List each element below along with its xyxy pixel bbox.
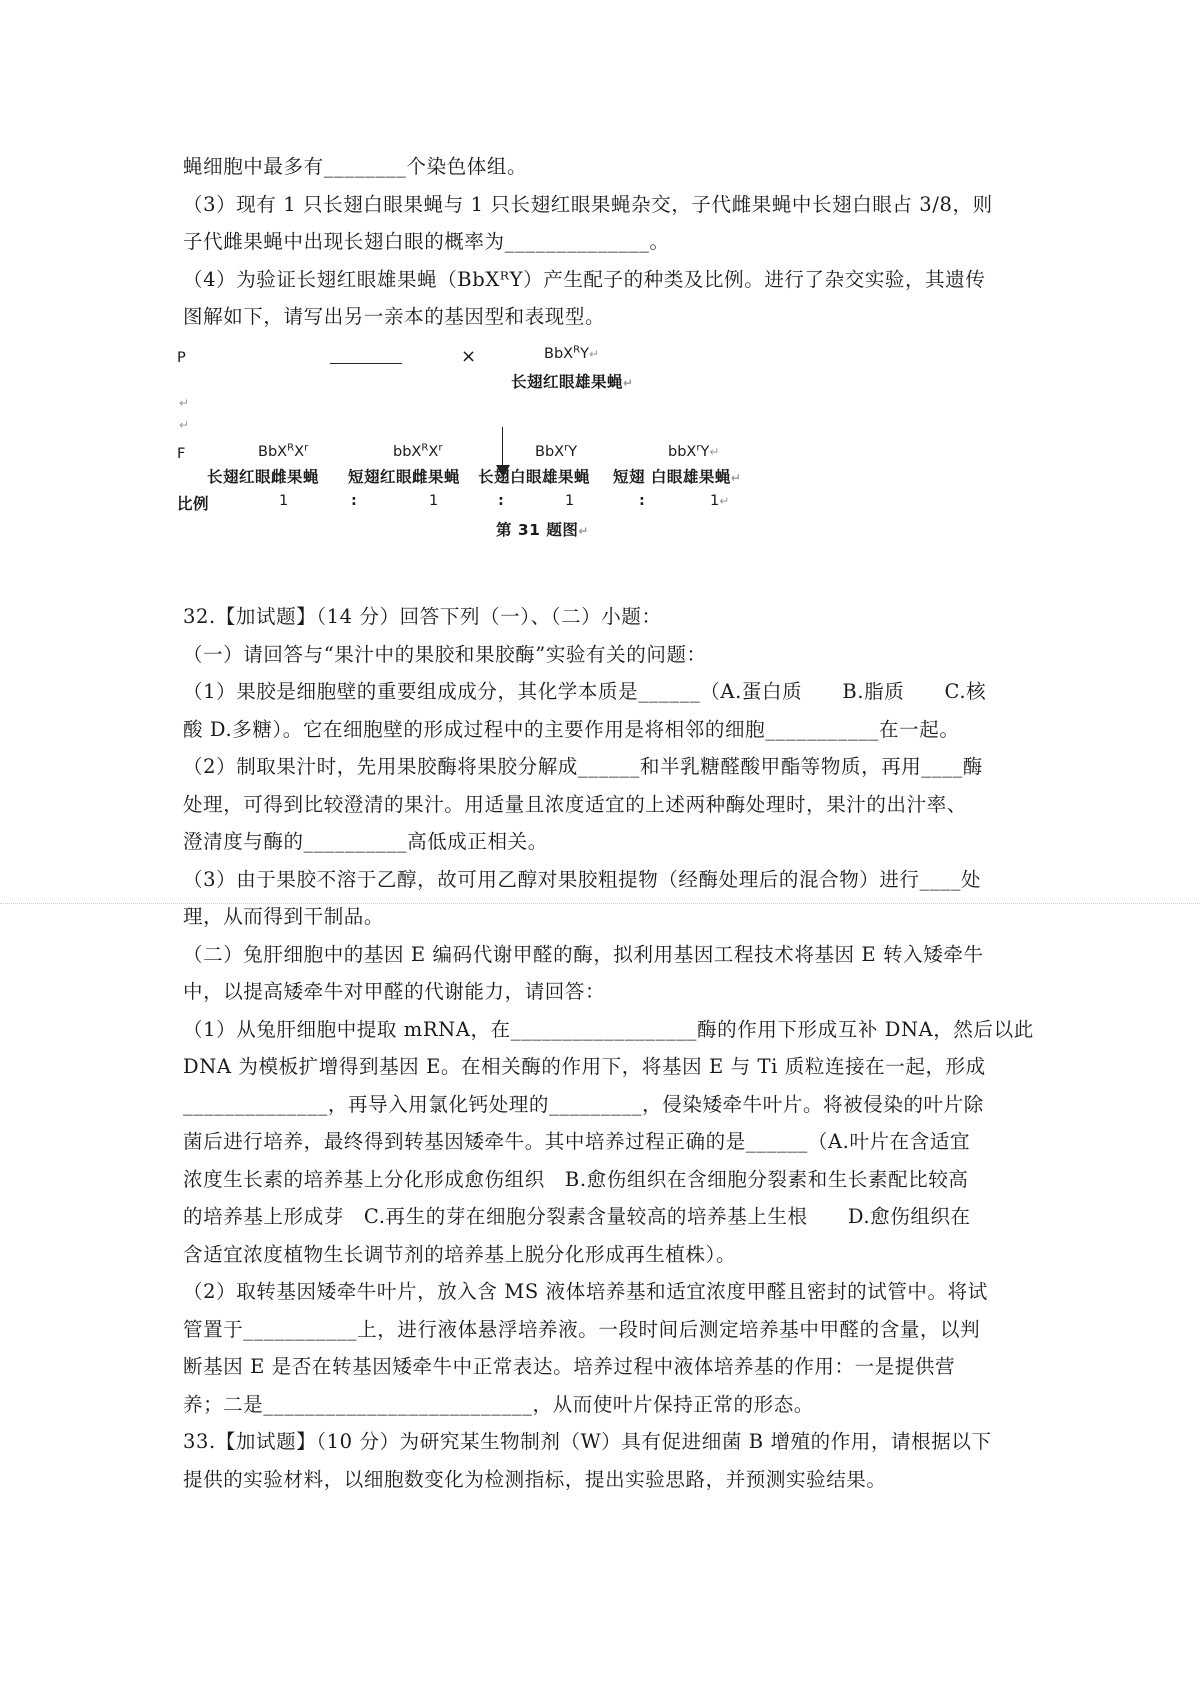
- cross-symbol: ×: [461, 346, 477, 367]
- text-line: 33.【加试题】（10 分）为研究某生物制剂（W）具有促进细菌 B 增殖的作用，请根据以下: [183, 1430, 992, 1453]
- text-line: （3）现有 1 只长翅白眼果蝇与 1 只长翅红眼果蝇杂交，子代雌果蝇中长翅白眼占 3/8，则: [183, 192, 993, 216]
- return-mark: ↵: [179, 418, 190, 432]
- text-line: 图解如下，请写出另一亲本的基因型和表现型。: [183, 305, 606, 328]
- arrow-head-icon: [496, 465, 510, 478]
- offspring-phenotype: 短翅红眼雌果蝇: [348, 468, 461, 486]
- f-label: F: [177, 446, 186, 462]
- text-line: ______________，再导入用氯化钙处理的_________，侵染矮牵牛叶片。将被侵染的叶片除: [183, 1092, 984, 1116]
- text-line: 养；二是__________________________，从而使叶片保持正常的形态。: [183, 1392, 814, 1416]
- offspring-phenotype: 长翅红眼雌果蝇: [207, 468, 320, 486]
- return-mark: ↵: [719, 494, 730, 508]
- paragraph-question-32-33: [183, 598, 1033, 1498]
- figure-caption: [496, 518, 589, 540]
- return-mark: ↵: [623, 376, 634, 390]
- ratio-value-text: 1: [710, 493, 720, 509]
- ratio-value: 1: [565, 493, 575, 509]
- p-label: P: [177, 350, 186, 366]
- offspring-phenotype: [613, 465, 741, 487]
- text-line: 断基因 E 是否在转基因矮牵牛中正常表达。培养过程中液体培养基的作用：一是提供营: [183, 1355, 956, 1378]
- text-line: （1）果胶是细胞壁的重要组成成分，其化学本质是______（A.蛋白质 B.脂质 C.核: [183, 680, 987, 703]
- female-parent-blank: [330, 363, 402, 364]
- text-line: 中，以提高矮牵牛对甲醛的代谢能力，请回答：: [183, 980, 606, 1003]
- text-line: 处理，可得到比较澄清的果汁。用适量且浓度适宜的上述两种酶处理时，果汁的出汁率、: [183, 792, 967, 816]
- ratio-value: 1: [429, 493, 439, 509]
- male-parent-phenotype: [511, 370, 634, 392]
- text-line: 理，从而得到干制品。: [183, 905, 385, 928]
- ratio-label: 比例: [177, 495, 210, 513]
- text-line: （2）制取果汁时，先用果胶酶将果胶分解成______和半乳糖醛酸甲酯等物质，再用____酶: [183, 755, 983, 778]
- text-line: 菌后进行培养，最终得到转基因矮牵牛。其中培养过程正确的是______（A.叶片在含适宜: [183, 1130, 971, 1153]
- text-line: 酸 D.多糖）。它在细胞壁的形成过程中的主要作用是将相邻的细胞___________在一起。: [183, 717, 960, 741]
- text-line: 浓度生长素的培养基上分化形成愈伤组织 B.愈伤组织在含细胞分裂素和生长素配比较高: [183, 1167, 969, 1191]
- genetic-cross-figure: [177, 344, 803, 590]
- text-line: 蝇细胞中最多有________个染色体组。: [183, 155, 528, 178]
- paragraph-question-4: [183, 261, 1033, 336]
- ratio-value: [710, 493, 729, 509]
- text-line: 子代雌果蝇中出现长翅白眼的概率为______________。: [183, 230, 670, 253]
- ratio-value: 1: [279, 493, 289, 509]
- offspring-genotype: bbX$^r$Y↵: [668, 442, 720, 460]
- return-mark: ↵: [179, 396, 190, 410]
- text-line: 澄清度与酶的__________高低成正相关。: [183, 830, 548, 853]
- return-mark: ↵: [589, 347, 600, 361]
- paragraph-0: [183, 148, 1033, 186]
- male-parent-genotype: BbX$^R$Y↵: [544, 344, 600, 362]
- figure-caption-text: 第 31 题图: [496, 521, 579, 539]
- paragraph-question-3: [183, 186, 1033, 261]
- return-mark: ↵: [709, 445, 720, 459]
- text-line: （二）兔肝细胞中的基因 E 编码代谢甲醛的酶，拟利用基因工程技术将基因 E 转入矮牵牛: [183, 942, 984, 966]
- text-line: 含适宜浓度植物生长调节剂的培养基上脱分化形成再生植株）。: [183, 1242, 737, 1266]
- arrow-down-icon: [502, 427, 503, 467]
- offspring-genotype: BbX$^r$Y: [535, 442, 578, 460]
- return-mark: ↵: [730, 471, 742, 485]
- ratio-separator: :: [498, 493, 504, 509]
- male-parent-phenotype-text: 长翅红眼雄果蝇: [511, 373, 624, 391]
- offspring-genotype: $BbX^RX^r$: [258, 442, 309, 460]
- return-mark: ↵: [578, 524, 589, 538]
- text-line: 提供的实验材料，以细胞数变化为检测指标，提出实验思路，并预测实验结果。: [183, 1467, 887, 1491]
- text-line: 管置于___________上，进行液体悬浮培养液。一段时间后测定培养基中甲醛的含量，以判: [183, 1317, 981, 1341]
- text-line: 的培养基上形成芽 C.再生的芽在细胞分裂素含量较高的培养基上生根 D.愈伤组织在: [183, 1205, 971, 1228]
- text-line: （2）取转基因矮牵牛叶片，放入含 MS 液体培养基和适宜浓度甲醛且密封的试管中。将试: [183, 1280, 988, 1303]
- offspring-phenotype: 长翅白眼雄果蝇: [478, 468, 591, 486]
- text-line: （1）从兔肝细胞中提取 mRNA，在__________________酶的作用下形成互补 DNA，然后以此: [183, 1017, 1034, 1041]
- ratio-separator: :: [351, 493, 357, 509]
- text-line: （一）请回答与“果汁中的果胶和果胶酶”实验有关的问题：: [183, 642, 707, 666]
- text-line: （4）为验证长翅红眼雄果蝇（BbXᴿY）产生配子的种类及比例。进行了杂交实验，其遗传: [183, 267, 986, 291]
- offspring-phenotype-text: 短翅 白眼雄果蝇: [613, 468, 731, 486]
- text-line: DNA 为模板扩增得到基因 E。在相关酶的作用下，将基因 E 与 Ti 质粒连接在一起，形成: [183, 1055, 986, 1078]
- text-line: 32.【加试题】（14 分）回答下列（一）、（二）小题：: [183, 605, 662, 628]
- ratio-separator: :: [639, 493, 645, 509]
- text-line: （3）由于果胶不溶于乙醇，故可用乙醇对果胶粗提物（经酶处理后的混合物）进行____处: [183, 867, 982, 891]
- offspring-genotype: $bbX^RX^r$: [393, 442, 443, 460]
